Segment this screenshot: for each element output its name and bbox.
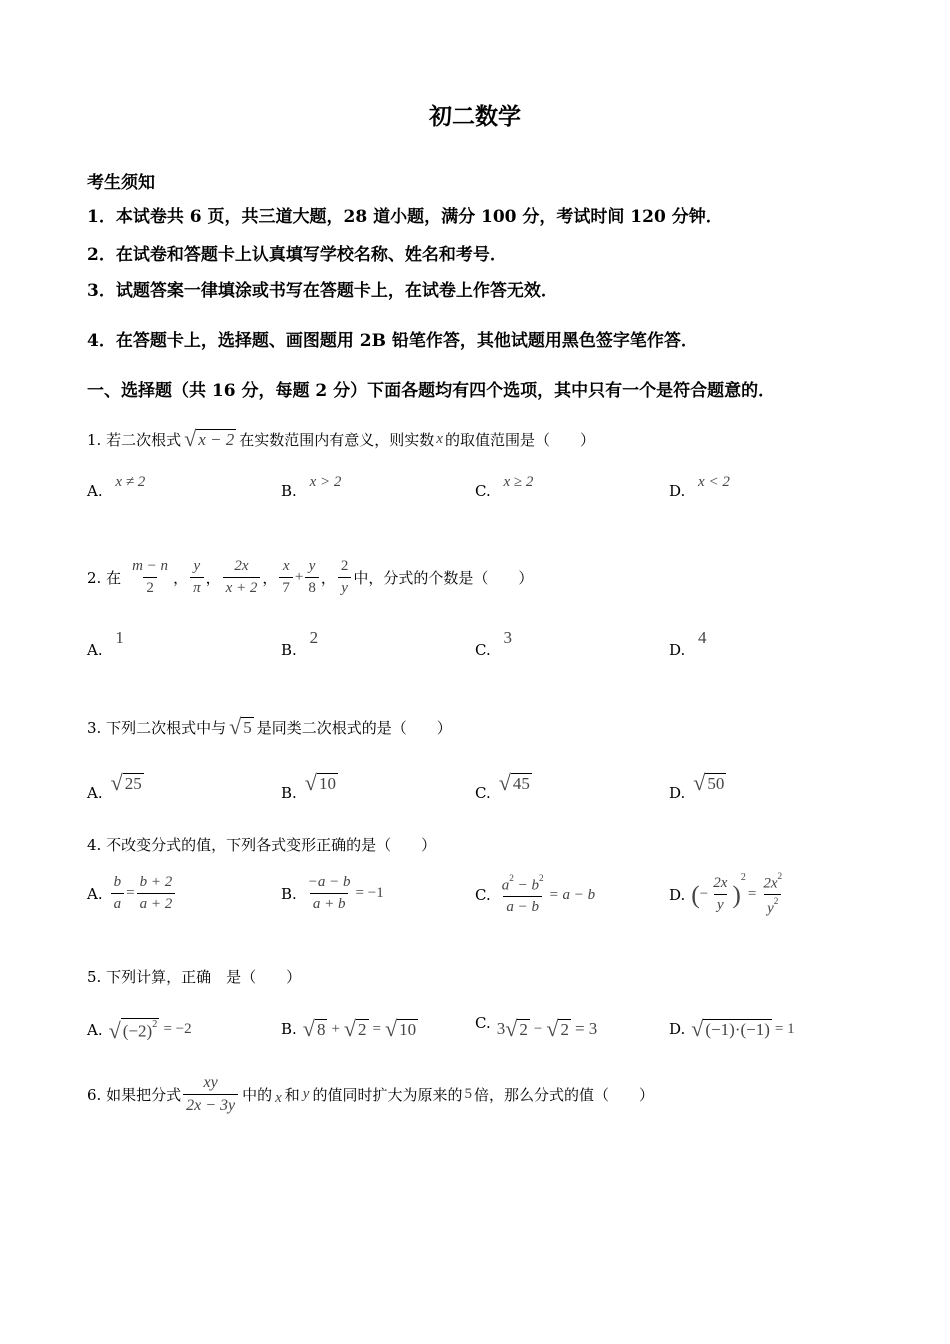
radical-sign: √ bbox=[385, 1016, 398, 1041]
option-label: D. bbox=[669, 784, 686, 803]
option-sqrt bbox=[303, 1018, 328, 1040]
q2-fraction-3 bbox=[223, 558, 261, 597]
option-sqrt bbox=[385, 1018, 418, 1040]
option-sqrt bbox=[305, 772, 338, 794]
denominator: a + 2 bbox=[137, 893, 176, 913]
exponent: 2 bbox=[740, 872, 746, 883]
equals-sign: = bbox=[372, 1020, 382, 1037]
q2-fraction-5 bbox=[338, 558, 352, 597]
q1-prefix: 1. 若二次根式 bbox=[87, 430, 182, 449]
q5-option-d bbox=[669, 1018, 795, 1040]
option-value: 25 bbox=[124, 773, 142, 793]
numerator bbox=[760, 872, 785, 894]
q3-radicand: 5 bbox=[243, 717, 252, 737]
plus-sign: + bbox=[331, 1020, 340, 1037]
exponent: 2 bbox=[152, 1019, 158, 1030]
section-heading: 一、选择题（共 16 分，每题 2 分）下面各题均有四个选项，其中只有一个是符合题意的． bbox=[87, 381, 776, 401]
rhs: = −2 bbox=[163, 1021, 192, 1038]
numerator: 2x bbox=[713, 875, 728, 892]
radical-sign: √ bbox=[229, 714, 242, 739]
q2-fraction-4b bbox=[305, 558, 319, 597]
radicand: 2 bbox=[519, 1019, 528, 1039]
numerator: y bbox=[193, 558, 201, 574]
option-sqrt bbox=[505, 1018, 530, 1040]
separator: ， bbox=[320, 569, 336, 587]
q3-sqrt bbox=[229, 716, 254, 738]
radicand: 10 bbox=[399, 1019, 417, 1039]
q1-variable: x bbox=[436, 430, 443, 447]
q2-fraction-1 bbox=[129, 558, 171, 597]
term: 2x bbox=[763, 875, 778, 892]
q1-option-c bbox=[475, 474, 534, 501]
denominator: y bbox=[338, 577, 351, 597]
notice-item: 2．在试卷和答题卡上认真填写学校名称、姓名和考号． bbox=[87, 245, 507, 265]
option-label: A. bbox=[87, 641, 103, 659]
option-value: x < 2 bbox=[698, 474, 730, 490]
q1-option-b bbox=[281, 474, 342, 501]
q3-option-a bbox=[87, 770, 144, 803]
minus-sign: − bbox=[533, 1020, 543, 1037]
denominator: a − b bbox=[503, 896, 542, 916]
q2-option-a bbox=[87, 628, 124, 660]
q6-number: 5 bbox=[464, 1086, 472, 1102]
option-sqrt bbox=[693, 772, 726, 794]
option-label: C. bbox=[475, 482, 491, 500]
q1-sqrt bbox=[184, 428, 236, 450]
denominator: a + b bbox=[310, 893, 349, 913]
q4-option-a bbox=[87, 874, 177, 913]
option-value: 2 bbox=[309, 628, 319, 647]
q6-text: 和 bbox=[284, 1086, 300, 1104]
question-5-stem: 5. 下列计算，正确 是（ ） bbox=[87, 968, 302, 986]
exponent: 2 bbox=[539, 874, 544, 884]
left-paren: ( bbox=[691, 879, 700, 909]
q5-option-b bbox=[281, 1018, 418, 1040]
q6-fraction bbox=[183, 1074, 238, 1115]
radical-sign: √ bbox=[108, 1017, 121, 1043]
option-label: D. bbox=[669, 885, 686, 904]
q2-prefix: 2. 在 bbox=[87, 569, 122, 587]
notice-item: 3．试题答案一律填涂或书写在答题卡上，在试卷上作答无效． bbox=[87, 281, 558, 301]
denominator: 8 bbox=[305, 577, 319, 597]
plus-sign: + bbox=[294, 569, 304, 585]
equals-sign: = bbox=[747, 886, 757, 903]
q2-option-b bbox=[281, 628, 319, 660]
coefficient: 3 bbox=[496, 1019, 506, 1039]
option-value: 4 bbox=[698, 628, 707, 647]
option-label: A. bbox=[87, 784, 103, 803]
q3-prefix: 3. 下列二次根式中与 bbox=[87, 718, 227, 737]
option-value: x ≥ 2 bbox=[503, 474, 534, 490]
radical-sign: √ bbox=[498, 770, 511, 795]
option-label: C. bbox=[475, 641, 491, 659]
term: y bbox=[767, 900, 774, 917]
q6-suffix: 倍，那么分式的值（ ） bbox=[473, 1086, 654, 1104]
numerator: x bbox=[282, 558, 290, 574]
denominator: 2 bbox=[143, 577, 157, 597]
radical-sign: √ bbox=[693, 770, 706, 795]
question-3-stem bbox=[87, 716, 452, 738]
separator: ， bbox=[205, 569, 221, 587]
radical-sign: √ bbox=[505, 1016, 518, 1041]
denominator: π bbox=[190, 577, 204, 597]
option-sqrt bbox=[691, 1018, 772, 1040]
q3-option-d bbox=[669, 770, 726, 803]
option-sqrt bbox=[109, 1018, 160, 1042]
numerator: 2x bbox=[234, 558, 249, 574]
option-label: B. bbox=[281, 641, 297, 659]
fraction bbox=[499, 874, 547, 916]
q6-prefix: 6. 如果把分式 bbox=[87, 1086, 182, 1104]
denominator: x + 2 bbox=[223, 577, 261, 597]
q3-suffix: 是同类二次根式的是（ ） bbox=[256, 718, 452, 737]
numerator: y bbox=[308, 558, 316, 574]
radicand: 8 bbox=[316, 1019, 326, 1039]
option-value: 45 bbox=[512, 773, 530, 793]
numerator: m − n bbox=[132, 558, 169, 574]
equals-sign: = bbox=[126, 885, 135, 901]
question-6-stem bbox=[87, 1074, 654, 1115]
fraction bbox=[137, 874, 176, 913]
option-value: 10 bbox=[318, 773, 336, 793]
option-sqrt bbox=[111, 772, 144, 794]
q1-option-a bbox=[87, 474, 146, 501]
exponent: 2 bbox=[773, 897, 779, 908]
option-value: 1 bbox=[115, 628, 124, 647]
denominator bbox=[764, 894, 781, 917]
rhs: = a − b bbox=[548, 886, 596, 903]
numerator: b bbox=[113, 874, 122, 890]
rhs: = 1 bbox=[774, 1020, 795, 1037]
numerator bbox=[499, 874, 547, 896]
term: − b bbox=[517, 877, 539, 894]
q1-suffix: 的取值范围是（ ） bbox=[444, 430, 595, 449]
q2-suffix: 中，分式的个数是（ ） bbox=[353, 569, 534, 587]
option-label: D. bbox=[669, 1020, 686, 1039]
denominator: a bbox=[111, 893, 125, 913]
separator: ， bbox=[262, 569, 278, 587]
q2-fraction-4a bbox=[279, 558, 293, 597]
question-2-stem bbox=[87, 558, 533, 597]
exponent: 2 bbox=[777, 872, 783, 882]
exponent: 2 bbox=[509, 874, 514, 884]
notice-item: 4．在答题卡上，选择题、画图题用 2B 铅笔作答，其他试题用黑色签字笔作答． bbox=[87, 331, 698, 351]
q4-option-b bbox=[281, 874, 384, 913]
radical-sign: √ bbox=[302, 1016, 315, 1041]
denominator: 7 bbox=[279, 577, 293, 597]
radicand bbox=[121, 1018, 160, 1042]
term: (−2) bbox=[122, 1021, 153, 1041]
q3-option-c bbox=[475, 770, 532, 803]
option-sqrt bbox=[344, 1018, 369, 1040]
rhs: = 3 bbox=[574, 1019, 598, 1039]
q6-text: 的值同时扩大为原来的 bbox=[312, 1086, 463, 1104]
option-value: 3 bbox=[503, 628, 512, 647]
question-1-stem bbox=[87, 428, 595, 450]
fraction bbox=[305, 874, 354, 913]
fraction bbox=[760, 872, 785, 918]
page-title: 初二数学 bbox=[429, 103, 521, 130]
denominator: 2x − 3y bbox=[183, 1094, 238, 1115]
radical-sign: √ bbox=[184, 426, 197, 451]
q2-option-d bbox=[669, 628, 707, 660]
radical-sign: √ bbox=[304, 770, 317, 795]
minus-sign: − bbox=[699, 886, 709, 903]
option-label: B. bbox=[281, 482, 297, 500]
q1-middle: 在实数范围内有意义，则实数 bbox=[239, 430, 435, 449]
option-value: x ≠ 2 bbox=[115, 474, 146, 490]
q5-option-c bbox=[475, 1014, 598, 1041]
option-sqrt bbox=[499, 772, 532, 794]
q6-var-y: y bbox=[302, 1086, 310, 1102]
option-label: B. bbox=[281, 1020, 297, 1039]
q3-option-b bbox=[281, 770, 338, 803]
option-label: A. bbox=[87, 1020, 103, 1039]
notice-item: 1．本试卷共 6 页，共三道大题，28 道小题，满分 100 分，考试时间 120 分钟． bbox=[87, 207, 723, 227]
option-label: C. bbox=[475, 886, 491, 905]
numerator: xy bbox=[203, 1074, 218, 1091]
option-label: D. bbox=[669, 641, 686, 659]
option-value: 50 bbox=[707, 773, 725, 793]
radicand: 2 bbox=[358, 1019, 367, 1039]
option-label: C. bbox=[475, 1014, 491, 1033]
numerator: b + 2 bbox=[139, 874, 173, 890]
option-sqrt bbox=[546, 1018, 571, 1040]
radical-sign: √ bbox=[343, 1016, 357, 1041]
option-value: x > 2 bbox=[309, 474, 342, 490]
radicand: (−1)·(−1) bbox=[705, 1019, 770, 1039]
q2-option-c bbox=[475, 628, 512, 660]
q5-option-a bbox=[87, 1018, 192, 1042]
option-label: B. bbox=[281, 884, 297, 903]
right-paren: ) bbox=[732, 879, 741, 909]
option-label: D. bbox=[669, 482, 686, 500]
option-label: A. bbox=[87, 482, 103, 500]
q6-text: 中的 bbox=[242, 1086, 273, 1104]
fraction bbox=[111, 874, 125, 913]
option-label: A. bbox=[87, 884, 103, 903]
option-label: B. bbox=[281, 784, 297, 803]
q1-option-d bbox=[669, 474, 730, 501]
denominator: y bbox=[714, 894, 727, 914]
radical-sign: √ bbox=[546, 1016, 559, 1041]
numerator: −a − b bbox=[307, 874, 351, 890]
numerator: 2 bbox=[340, 558, 349, 574]
q4-option-c bbox=[475, 874, 595, 916]
fraction bbox=[710, 875, 730, 914]
separator: ， bbox=[173, 569, 189, 587]
q1-radicand: x − 2 bbox=[198, 429, 235, 449]
notice-heading: 考生须知 bbox=[87, 173, 155, 193]
radical-sign: √ bbox=[110, 770, 123, 795]
rhs: = −1 bbox=[355, 885, 384, 901]
q2-fraction-2 bbox=[190, 558, 204, 597]
base: a bbox=[501, 877, 510, 894]
question-4-stem: 4. 不改变分式的值，下列各式变形正确的是（ ） bbox=[87, 836, 437, 854]
q6-var-x: x bbox=[275, 1090, 282, 1106]
radicand: 2 bbox=[560, 1019, 569, 1039]
radical-sign: √ bbox=[691, 1016, 704, 1041]
option-label: C. bbox=[475, 784, 491, 803]
q4-option-d bbox=[669, 872, 787, 918]
